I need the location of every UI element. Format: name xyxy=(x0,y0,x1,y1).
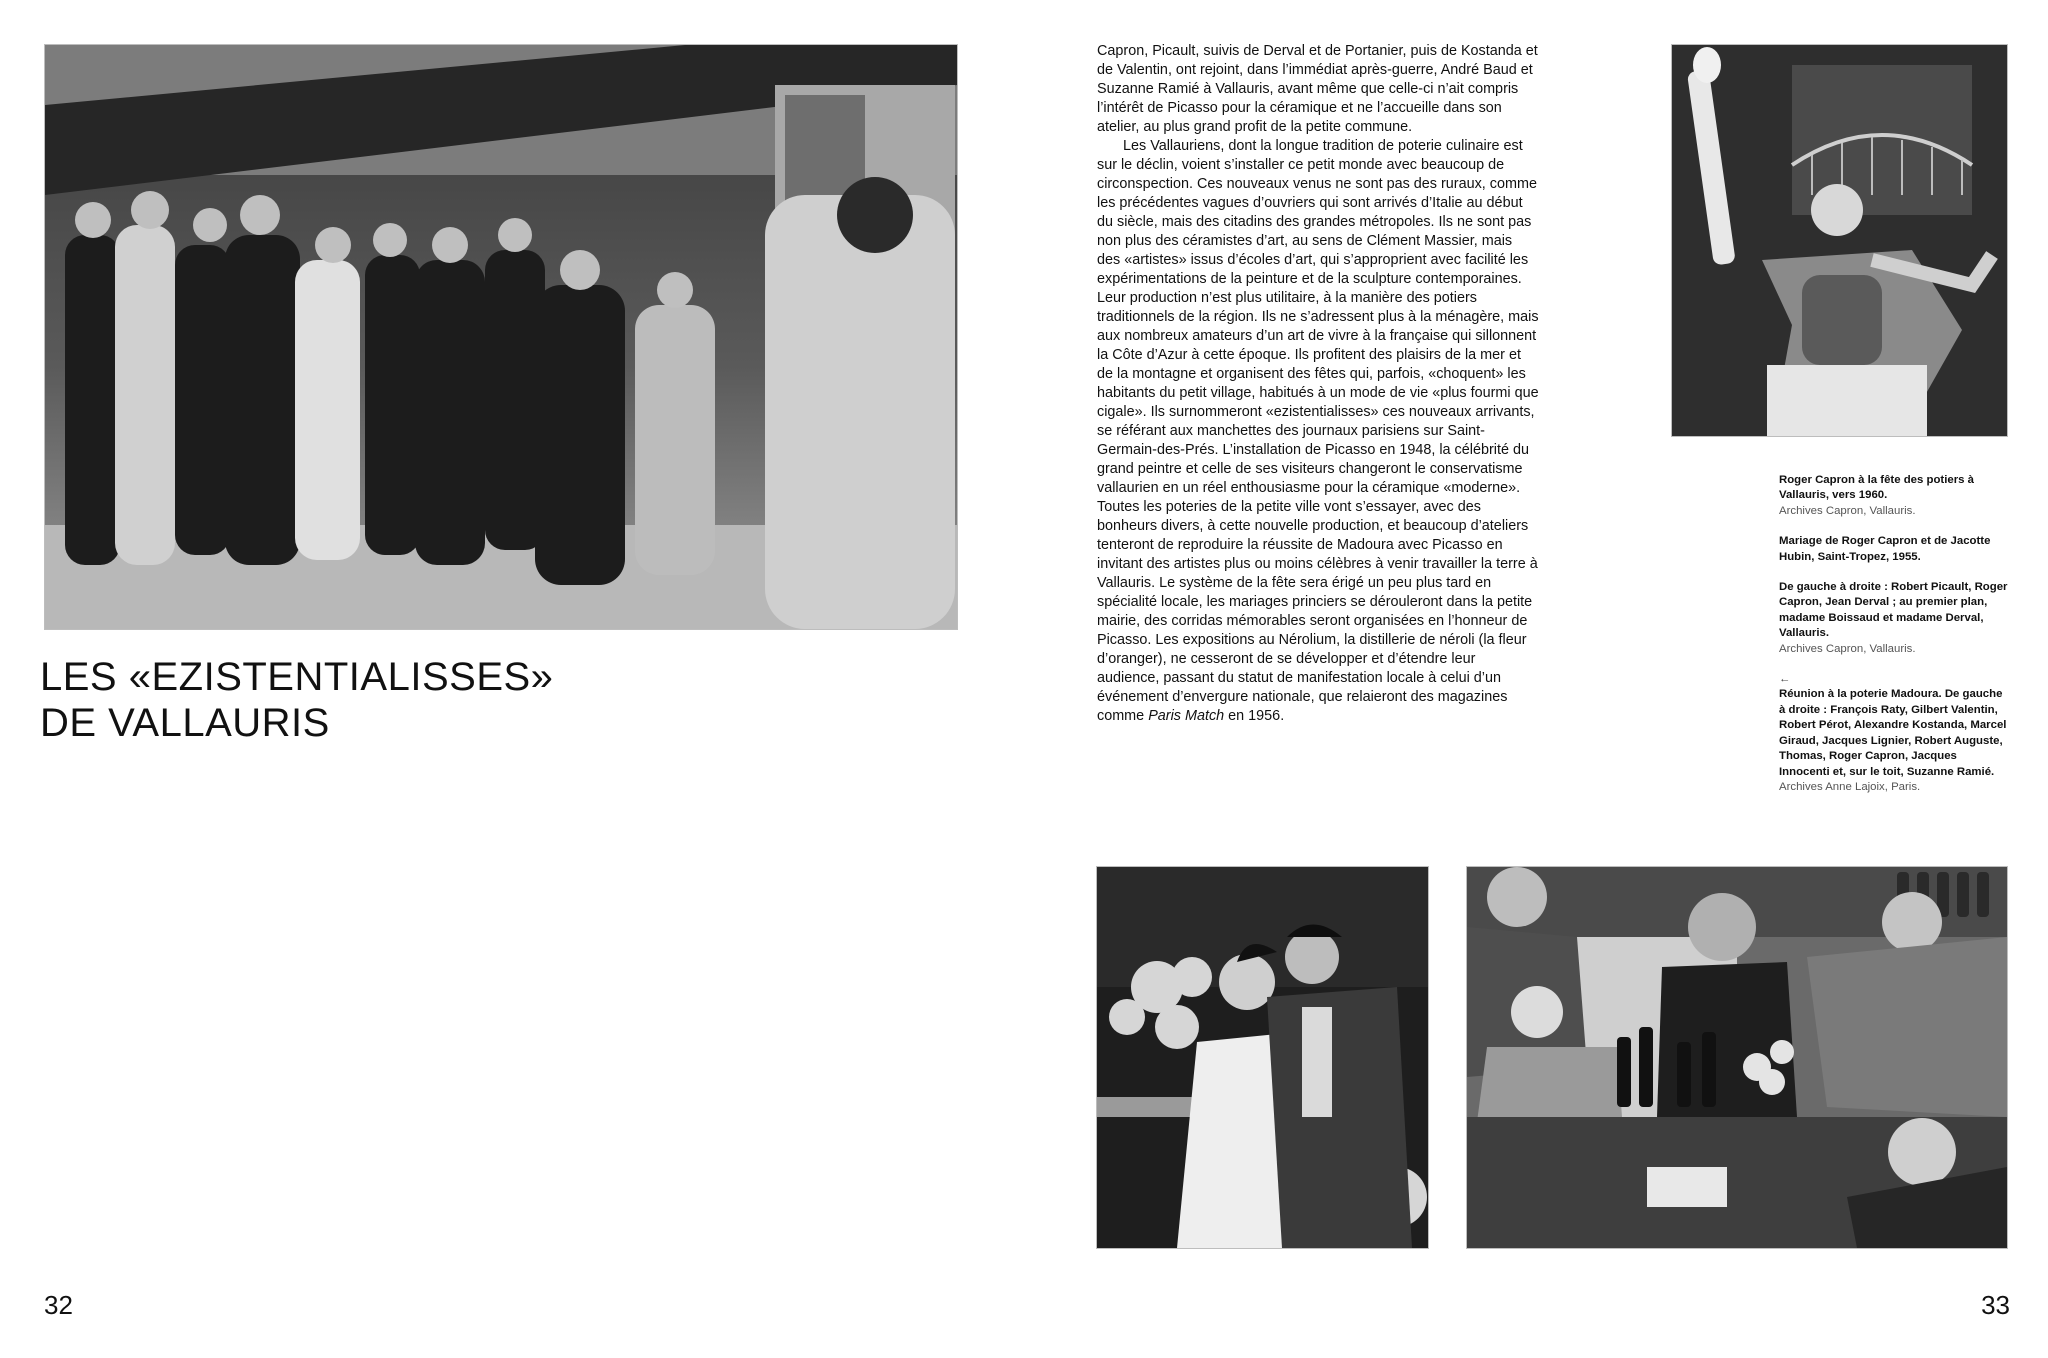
captions xyxy=(1779,473,2009,810)
photo-wedding xyxy=(1096,866,1429,1249)
caption-wedding-title: Mariage de Roger Capron et de Jacotte Hubin, Saint-Tropez, 1955. xyxy=(1779,535,1991,563)
arrow-left-icon: ← xyxy=(1779,673,1791,686)
caption-torch-title: Roger Capron à la fête des potiers à Vallauris, vers 1960. xyxy=(1779,474,1974,502)
paragraph-2-tail: en 1956. xyxy=(1224,708,1285,724)
paragraph-2 xyxy=(1097,137,1539,726)
caption-torch-source: Archives Capron, Vallauris. xyxy=(1779,504,1916,517)
body-text xyxy=(1097,42,1539,726)
photo-madoura-gathering xyxy=(44,44,958,630)
paragraph-1: Capron, Picault, suivis de Derval et de Portanier, puis de Kostanda et de Valentin, ont rejoint, dans l’immédiat après-guerre, André Baud et Suzanne Ramié à Vallauris, avant même que celle-ci n’ait compris l’intérêt de Picasso pour la céramique et ne l’accueille dans son atelier, au plus grand profit de la petite commune. xyxy=(1097,43,1538,135)
caption-dinner-title: De gauche à droite : Robert Picault, Roger Capron, Jean Derval ; au premier plan, madame Boissaud et madame Derval, Vallauris. xyxy=(1779,581,2008,640)
page-number-left: 32 xyxy=(44,1290,73,1320)
title-line-2: DE VALLAURIS xyxy=(40,701,330,745)
caption-madoura xyxy=(1779,672,2009,795)
caption-dinner-source: Archives Capron, Vallauris. xyxy=(1779,642,1916,655)
page-number-right: 33 xyxy=(1981,1290,2010,1320)
caption-wedding xyxy=(1779,534,2009,565)
title-line-1: LES «EZISTENTIALISSES» xyxy=(40,655,554,699)
caption-madoura-title: Réunion à la poterie Madoura. De gauche à droite : François Raty, Gilbert Valentin, Robert Pérot, Alexandre Kostanda, Marcel Giraud, Jacques Lignier, Robert Auguste, Thomas, Roger Capron, Jacques Innocenti et, sur le toit, Suzanne Ramié. xyxy=(1779,688,2007,778)
caption-madoura-source: Archives Anne Lajoix, Paris. xyxy=(1779,780,1921,793)
caption-dinner xyxy=(1779,580,2009,657)
photo-capron-torch xyxy=(1671,44,2008,437)
photo-dinner-party xyxy=(1466,866,2008,1249)
magazine-title: Paris Match xyxy=(1148,708,1225,724)
caption-torch xyxy=(1779,473,2009,519)
paragraph-2-text: Les Vallauriens, dont la longue tradition de poterie culinaire est sur le déclin, voient s’installer ce petit monde avec beaucoup de circonspection. Ces nouveaux venus ne sont pas des ruraux, comme les précédentes vagues d’ouvriers qui sont arrivés d’Italie au début du siècle, mais des citadins des grandes métropoles. Ils ne sont pas non plus des céramistes d’art, au sens de Clément Massier, mais des «artistes» issus d’écoles d’art, qui s’approprient avec facilité les expérimentations de la peinture et de la sculpture contemporaines. Leur production n’est plus utilitaire, à la manière des potiers traditionnels de la région. Ils ne s’adressent plus à la ménagère, mais aux nombreux amateurs d’un art de vivre à la française qui sillonnent la Côte d’Azur à cette époque. Ils profitent des plaisirs de la mer et de la montagne et organisent des fêtes qui, parfois, «choquent» les habitants du petit village, habitués à un mode de vie «plus fourmi que cigale». Ils surnommeront «ezistentialisses» ces nouveaux arrivants, se référant aux manchettes des journaux parisiens sur Saint-Germain-des-Prés. L’installation de Picasso en 1948, la célébrité du grand peintre et celle de ses visiteurs changeront le conservatisme vallaurien en un réel enthousiasme pour la céramique «moderne». Toutes les poteries de la petite ville vont s’essayer, avec des bonheurs divers, à cette nouvelle production, et beaucoup d’ateliers tenteront de reproduire la réussite de Madoura avec Picasso en invitant des artistes plus ou moins célèbres à venir travailler la terre à Vallauris. Le système de la fête sera érigé un peu plus tard en spécialité locale, les mariages princiers se dérouleront dans la petite mairie, des corridas mémorables seront organisées en l’honneur de Picasso. Les expositions au Nérolium, la distillerie de néroli (la fleur d’oranger), ne cesseront de se développer et d’étendre leur audience, passant du statut de manifestation locale à celui d’un événement d’envergure nationale, que relaieront des magazines comme xyxy=(1097,138,1539,724)
article-title xyxy=(40,654,640,746)
